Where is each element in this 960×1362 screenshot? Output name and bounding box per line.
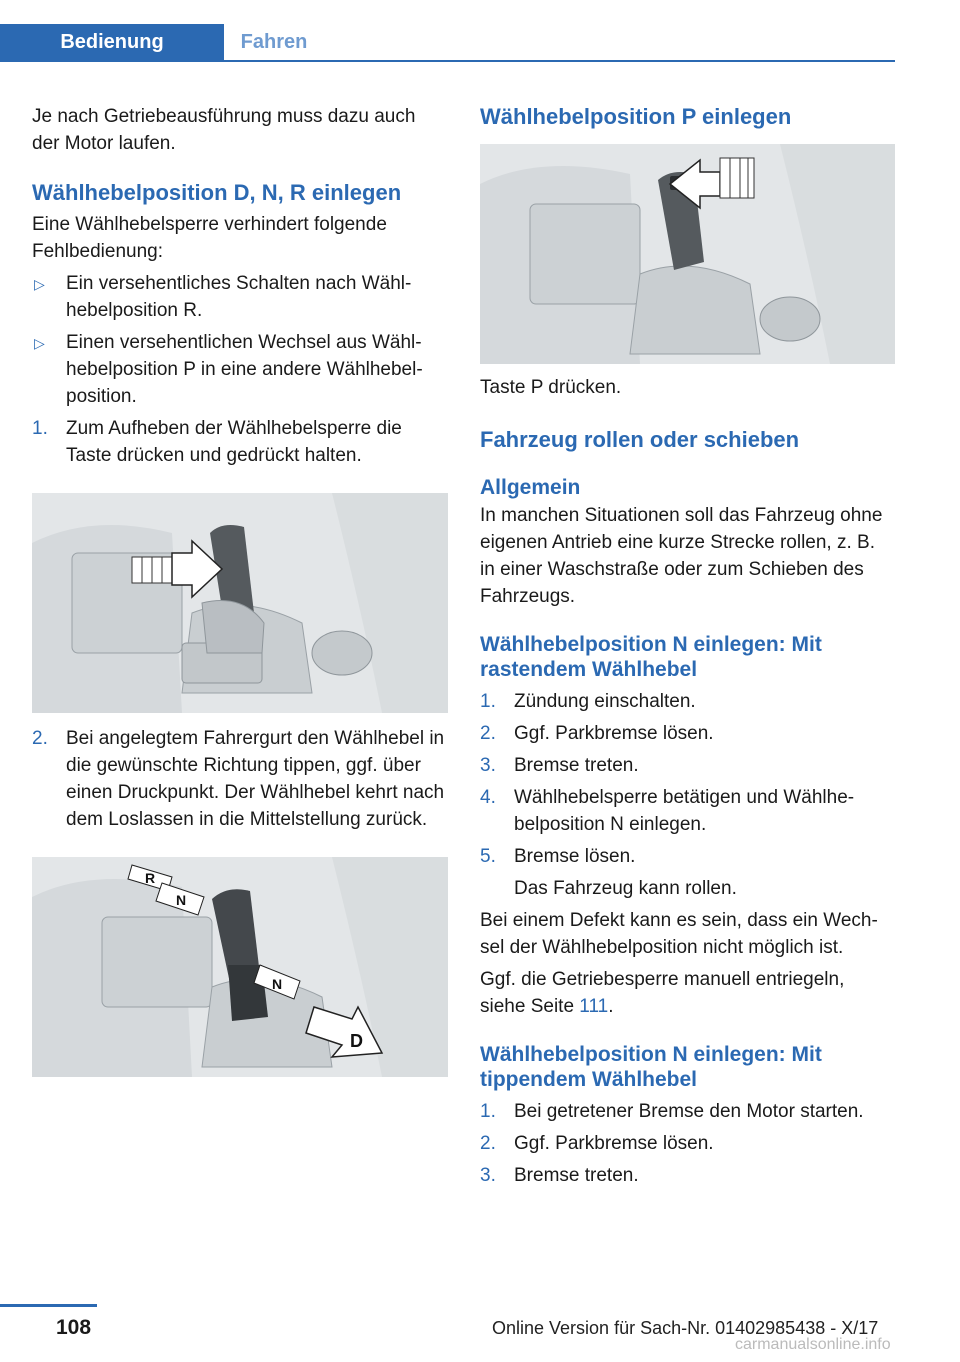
tab-fahren[interactable]: Fahren [240, 30, 308, 53]
header-divider [0, 60, 895, 62]
footer-divider [0, 1304, 97, 1307]
list-item [32, 415, 448, 469]
list-item [32, 270, 448, 324]
list-item [480, 784, 895, 838]
arrow-n-lower-label: N [272, 976, 283, 992]
list-item-text: Bremse lösen. [514, 846, 636, 867]
list-item-text: Ggf. Parkbremse lösen. [514, 723, 714, 744]
list-item-text: Bei getretener Bremse den Motor starten. [514, 1101, 864, 1122]
section-intro: Eine Wählhebelsperre verhindert folgende Fehlbedienung: [32, 214, 387, 262]
figure-caption: Taste P drücken. [480, 377, 622, 398]
gear-selector-directions-illustration [32, 857, 448, 1077]
getriebe-text: Ggf. die Getriebesperre manuell entriegeln, siehe Seite [480, 969, 845, 1017]
list-item [32, 329, 448, 410]
section-title-p: Wählhebelposition P einlegen [480, 104, 792, 129]
step-number: 4. [480, 787, 496, 808]
step-number: 5. [480, 846, 496, 867]
left-column [32, 100, 448, 1077]
intro-paragraph: Je nach Getriebeausführung muss dazu auch der Motor laufen. [32, 106, 416, 154]
section-title-dnr: Wählhebelposition D, N, R einlegen [32, 180, 402, 205]
step-number: 1. [32, 418, 48, 439]
list-item [480, 1098, 895, 1125]
step-number: 2. [32, 728, 48, 749]
list-item-text: Bei angelegtem Fahrergurt den Wählhebel in die gewünschte Richtung tippen, ggf. über einen Druckpunkt. Der Wählhebel kehrt nach dem Loslassen in die Mittelstellung zurück. [66, 728, 445, 830]
watermark: carmanualsonline.info [735, 1336, 891, 1353]
step-number: 3. [480, 755, 496, 776]
step-number: 1. [480, 691, 496, 712]
getriebe-paragraph [480, 966, 895, 1020]
page-number: 108 [56, 1316, 92, 1339]
getriebe-text-end: . [608, 996, 614, 1017]
list-item [480, 752, 895, 779]
list-item [480, 1162, 895, 1189]
section-title-rollen: Fahrzeug rollen oder schieben [480, 427, 800, 452]
subsection-title-rastend: Wählhebelposition N einlegen: Mit rastendem Wählhebel [480, 633, 822, 681]
header-tabs [0, 24, 895, 62]
list-item [32, 725, 448, 833]
gear-selector-p-button-illustration [480, 144, 895, 364]
list-item [480, 688, 895, 715]
list-item-text: Zündung einschalten. [514, 691, 696, 712]
list-item-text: Ein versehentliches Schalten nach Wählhebelposition R. [66, 273, 412, 321]
step-number: 3. [480, 1165, 496, 1186]
right-column [480, 100, 895, 1189]
gear-selector-unlock-illustration [32, 493, 448, 713]
arrow-n-upper-label: N [176, 892, 187, 908]
list-item-text: Zum Aufheben der Wählhebelsperre die Taste drücken und gedrückt halten. [66, 418, 402, 466]
list-item-text: Bremse treten. [514, 755, 639, 776]
list-item [480, 843, 895, 870]
step-number: 1. [480, 1101, 496, 1122]
allgemein-paragraph: In manchen Situationen soll das Fahrzeug ohne eigenen Antrieb eine kurze Strecke rollen, z. B. in einer Waschstraße oder zum Schieben des Fahrzeugs. [480, 505, 883, 607]
online-version: Online Version für Sach-Nr. 01402985438 - X/17 [492, 1318, 879, 1338]
step-number: 2. [480, 723, 496, 744]
list-item-text: Einen versehentlichen Wechsel aus Wählhebelposition P in eine andere Wählhebelposition. [66, 332, 423, 407]
step-number: 2. [480, 1133, 496, 1154]
rollen-note: Das Fahrzeug kann rollen. [514, 878, 737, 899]
page-reference-link[interactable]: 111 [579, 996, 609, 1017]
subsection-title-allgemein: Allgemein [480, 476, 581, 499]
arrow-r-label: R [145, 870, 156, 886]
subsection-title-tippend: Wählhebelposition N einlegen: Mit tippendem Wählhebel [480, 1043, 822, 1091]
triangle-bullet-icon: ▷ [34, 335, 45, 351]
list-item [480, 1130, 895, 1157]
tab-bedienung[interactable]: Bedienung [0, 24, 224, 60]
triangle-bullet-icon: ▷ [34, 276, 45, 292]
list-item-text: Ggf. Parkbremse lösen. [514, 1133, 714, 1154]
list-item-text: Wählhebelsperre betätigen und Wählhebelposition N einlegen. [514, 787, 855, 835]
defect-paragraph: Bei einem Defekt kann es sein, dass ein Wechsel der Wählhebelposition nicht möglich ist. [480, 910, 878, 958]
list-item-text: Bremse treten. [514, 1165, 639, 1186]
arrow-d-label: D [350, 1031, 363, 1051]
list-item [480, 720, 895, 747]
